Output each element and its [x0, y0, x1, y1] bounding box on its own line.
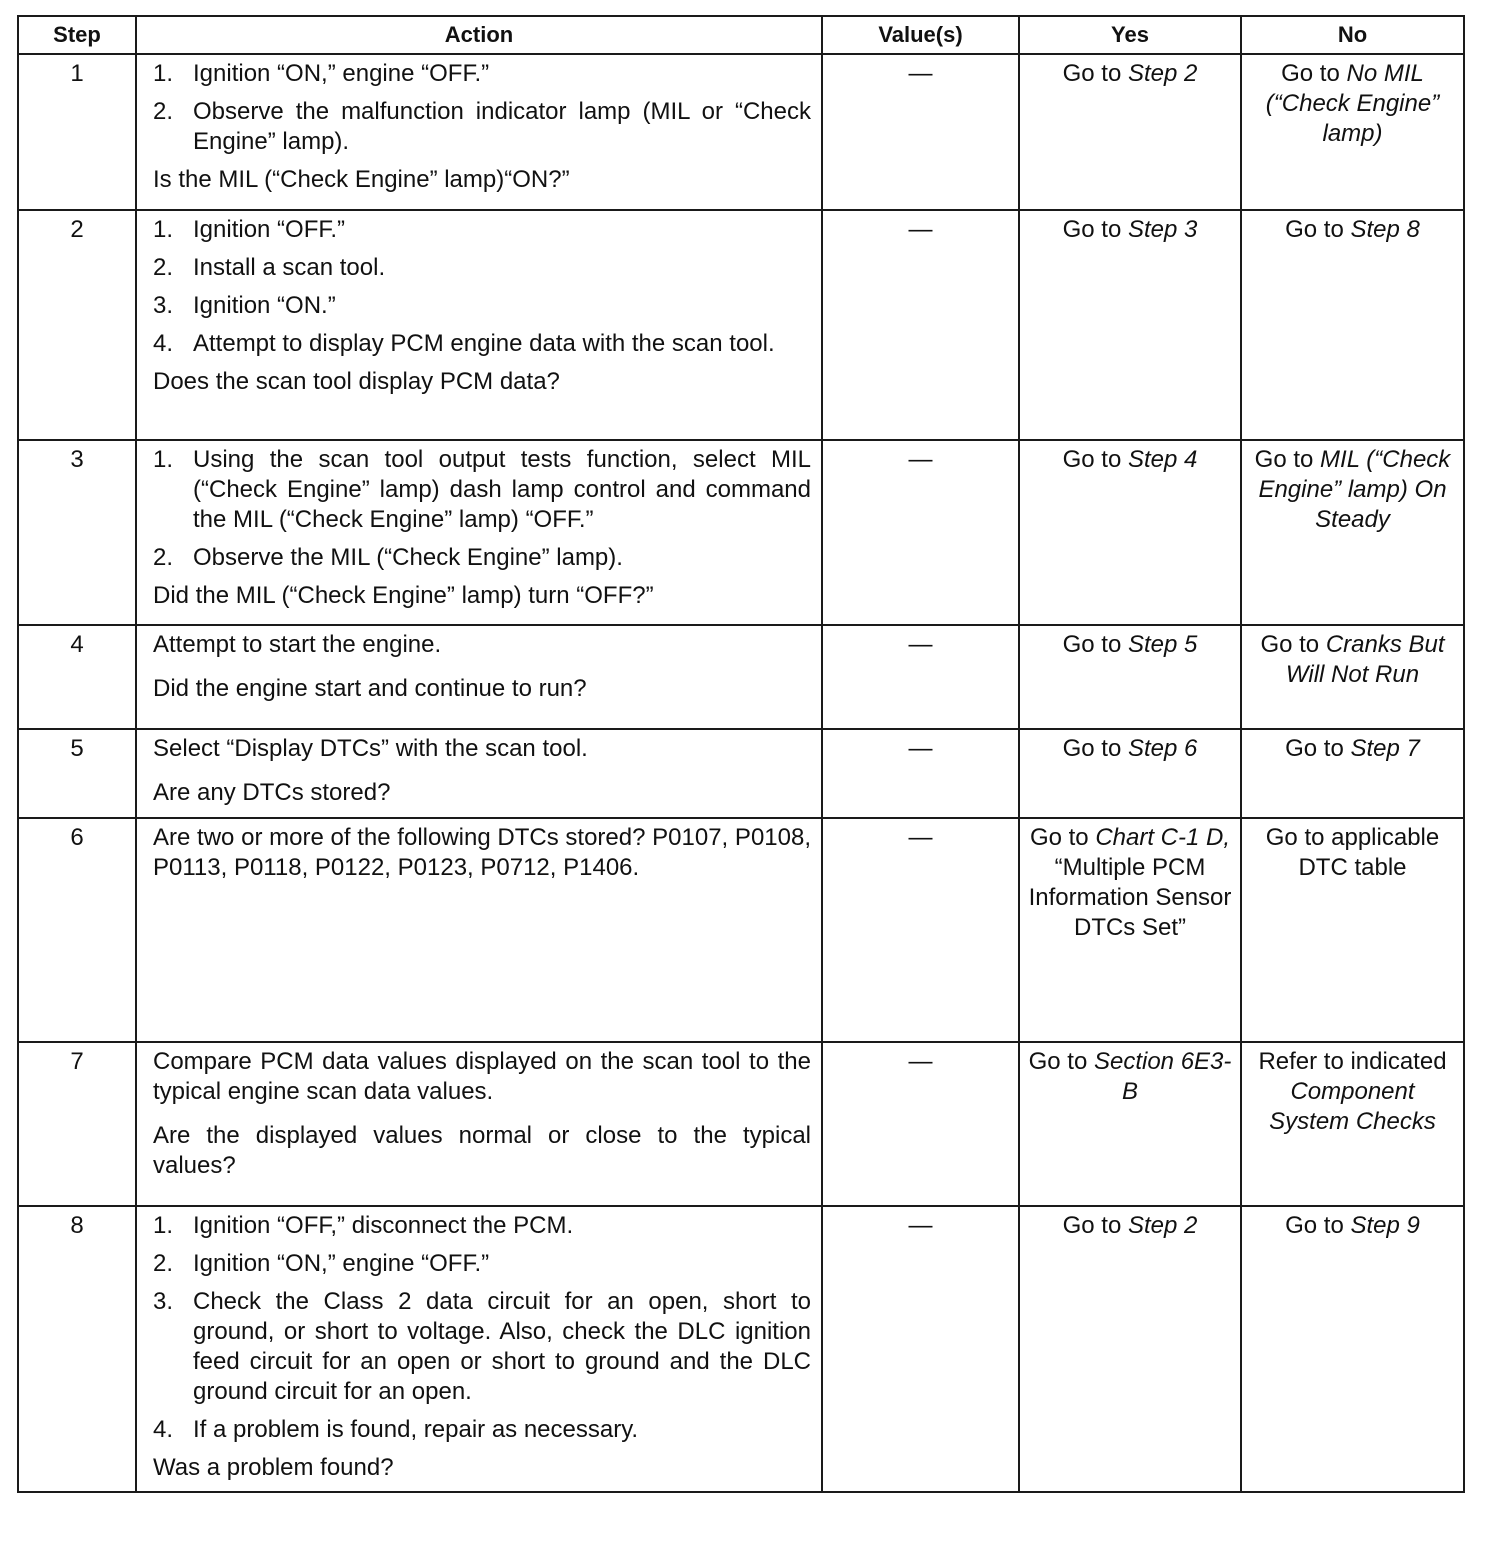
yes-cell — [1019, 54, 1241, 210]
action-question: Was a problem found? — [153, 1454, 394, 1481]
yes-reference: Step 6 — [1127, 735, 1198, 762]
no-text: Go to — [1254, 446, 1321, 473]
action-step — [153, 1211, 811, 1241]
action-text: Compare PCM data values displayed on the scan tool to the typical engine scan data values. — [153, 1048, 811, 1105]
action-step-text: Observe the malfunction indicator lamp (MIL or “Check Engine” lamp). — [193, 98, 811, 155]
step-index: 2. — [153, 254, 174, 281]
action-question: Did the MIL (“Check Engine” lamp) turn “OFF?” — [153, 582, 654, 609]
action-step-text: Ignition “OFF.” — [193, 216, 346, 243]
no-cell — [1241, 625, 1464, 729]
step-index: 1. — [153, 60, 174, 87]
action-step-text: Ignition “ON,” engine “OFF.” — [193, 60, 490, 87]
no-reference: Cranks But Will Not Run — [1285, 631, 1445, 688]
action-step-text: If a problem is found, repair as necessary. — [193, 1416, 639, 1443]
step-number: 8 — [18, 1206, 136, 1492]
yes-reference: Step 2 — [1127, 60, 1198, 87]
action-question: Is the MIL (“Check Engine” lamp)“ON?” — [153, 166, 570, 193]
action-step-text: Ignition “ON,” engine “OFF.” — [193, 1250, 490, 1277]
step-number: 2 — [18, 210, 136, 440]
action-cell — [136, 625, 822, 729]
no-reference: MIL (“Check Engine” lamp) On Steady — [1258, 446, 1451, 533]
step-number: 5 — [18, 729, 136, 818]
step-index: 1. — [153, 216, 174, 243]
yes-text: Go to — [1062, 446, 1128, 473]
table-row — [18, 818, 1464, 1042]
no-text: Go to — [1285, 1212, 1351, 1239]
yes-reference: Step 2 — [1127, 1212, 1198, 1239]
value-cell — [822, 729, 1019, 818]
value-cell — [822, 1206, 1019, 1492]
no-text: Go to — [1285, 216, 1351, 243]
table-body — [18, 54, 1464, 1492]
header-yes: Yes — [1019, 16, 1241, 54]
no-reference: Step 8 — [1350, 216, 1420, 243]
action-text: Attempt to start the engine. — [153, 631, 442, 658]
no-cell — [1241, 440, 1464, 625]
value-cell — [822, 440, 1019, 625]
value-text: — — [908, 1212, 933, 1239]
action-step — [153, 59, 811, 89]
no-cell — [1241, 1042, 1464, 1206]
value-cell — [822, 818, 1019, 1042]
yes-text: Go to — [1028, 1048, 1094, 1075]
action-text: Are the displayed values normal or close to the typical values? — [153, 1122, 811, 1179]
step-index: 3. — [153, 292, 174, 319]
value-text: — — [908, 631, 933, 658]
action-step — [153, 1415, 811, 1445]
value-cell — [822, 54, 1019, 210]
action-steps — [153, 59, 811, 157]
table-row — [18, 625, 1464, 729]
no-reference: Component System Checks — [1269, 1078, 1436, 1135]
no-text: Go to — [1281, 60, 1347, 87]
no-reference: No MIL (“Check Engine” lamp) — [1265, 60, 1440, 147]
action-step-text: Install a scan tool. — [193, 254, 386, 281]
action-step — [153, 1249, 811, 1279]
no-cell — [1241, 1206, 1464, 1492]
header-action: Action — [136, 16, 822, 54]
step-number: 4 — [18, 625, 136, 729]
value-text: — — [908, 1048, 933, 1075]
action-cell — [136, 440, 822, 625]
value-text: — — [908, 824, 933, 851]
step-index: 4. — [153, 330, 174, 357]
yes-cell — [1019, 1206, 1241, 1492]
yes-reference: Chart C-1 D, — [1095, 824, 1231, 851]
yes-text: Go to — [1062, 60, 1128, 87]
value-cell — [822, 210, 1019, 440]
header-no: No — [1241, 16, 1464, 54]
action-text: Are two or more of the following DTCs stored? P0107, P0108, P0113, P0118, P0122, P0123, P0712, P1406. — [153, 824, 811, 881]
table-row — [18, 729, 1464, 818]
action-cell — [136, 210, 822, 440]
table-row — [18, 54, 1464, 210]
action-step-text: Ignition “OFF,” disconnect the PCM. — [193, 1212, 574, 1239]
step-index: 2. — [153, 544, 174, 571]
action-steps — [153, 1211, 811, 1445]
no-text: Refer to indicated — [1258, 1048, 1447, 1075]
value-text: — — [908, 446, 933, 473]
action-cell — [136, 54, 822, 210]
action-step-text: Check the Class 2 data circuit for an open, short to ground, or short to voltage. Also, check the DLC ignition feed circuit for an open or short to ground and the DLC ground circuit for an open. — [193, 1288, 811, 1405]
yes-text: Go to — [1062, 631, 1128, 658]
table-row — [18, 210, 1464, 440]
action-step — [153, 215, 811, 245]
step-index: 2. — [153, 98, 174, 125]
action-cell — [136, 1206, 822, 1492]
no-cell — [1241, 818, 1464, 1042]
action-text: Are any DTCs stored? — [153, 779, 391, 806]
action-question: Does the scan tool display PCM data? — [153, 368, 560, 395]
no-cell — [1241, 210, 1464, 440]
step-index: 1. — [153, 1212, 174, 1239]
action-step-text: Attempt to display PCM engine data with the scan tool. — [193, 330, 775, 357]
no-text: Go to — [1285, 735, 1351, 762]
value-text: — — [908, 216, 933, 243]
step-number: 1 — [18, 54, 136, 210]
action-text: Select “Display DTCs” with the scan tool. — [153, 735, 588, 762]
step-number: 6 — [18, 818, 136, 1042]
value-text: — — [908, 735, 933, 762]
step-index: 4. — [153, 1416, 174, 1443]
header-values: Value(s) — [822, 16, 1019, 54]
no-cell — [1241, 54, 1464, 210]
no-reference: Step 9 — [1350, 1212, 1420, 1239]
action-step — [153, 253, 811, 283]
yes-cell — [1019, 729, 1241, 818]
table-row — [18, 440, 1464, 625]
step-number: 7 — [18, 1042, 136, 1206]
action-step — [153, 1287, 811, 1407]
yes-text: Go to — [1062, 735, 1128, 762]
no-text: Go to applicable DTC table — [1265, 824, 1440, 881]
table-row — [18, 1206, 1464, 1492]
step-number: 3 — [18, 440, 136, 625]
value-cell — [822, 625, 1019, 729]
action-steps — [153, 445, 811, 573]
no-reference: Step 7 — [1350, 735, 1420, 762]
action-step — [153, 291, 811, 321]
action-step — [153, 445, 811, 535]
action-cell — [136, 818, 822, 1042]
yes-cell — [1019, 210, 1241, 440]
header-row — [18, 16, 1464, 54]
action-step-text: Using the scan tool output tests function, select MIL (“Check Engine” lamp) dash lamp control and command the MIL (“Check Engine” lamp) “OFF.” — [193, 446, 811, 533]
yes-cell — [1019, 625, 1241, 729]
yes-text: Go to — [1062, 216, 1128, 243]
yes-cell — [1019, 440, 1241, 625]
yes-text-tail: “Multiple PCM Information Sensor DTCs Set” — [1028, 854, 1232, 941]
action-step — [153, 329, 811, 359]
action-step-text: Observe the MIL (“Check Engine” lamp). — [193, 544, 623, 571]
diagnostic-table — [17, 15, 1465, 1493]
action-step — [153, 543, 811, 573]
yes-reference: Step 4 — [1127, 446, 1198, 473]
action-cell — [136, 729, 822, 818]
action-steps — [153, 215, 811, 359]
yes-reference: Step 5 — [1127, 631, 1198, 658]
no-text: Go to — [1260, 631, 1326, 658]
yes-cell — [1019, 818, 1241, 1042]
value-text: — — [908, 60, 933, 87]
step-index: 2. — [153, 1250, 174, 1277]
step-index: 3. — [153, 1288, 174, 1315]
yes-cell — [1019, 1042, 1241, 1206]
action-cell — [136, 1042, 822, 1206]
no-cell — [1241, 729, 1464, 818]
table-row — [18, 1042, 1464, 1206]
yes-reference: Section 6E3-B — [1093, 1048, 1232, 1105]
action-step — [153, 97, 811, 157]
header-step: Step — [18, 16, 136, 54]
action-text: Did the engine start and continue to run? — [153, 675, 587, 702]
yes-text: Go to — [1062, 1212, 1128, 1239]
yes-text: Go to — [1029, 824, 1096, 851]
yes-reference: Step 3 — [1127, 216, 1198, 243]
value-cell — [822, 1042, 1019, 1206]
step-index: 1. — [153, 446, 174, 473]
action-step-text: Ignition “ON.” — [193, 292, 336, 319]
